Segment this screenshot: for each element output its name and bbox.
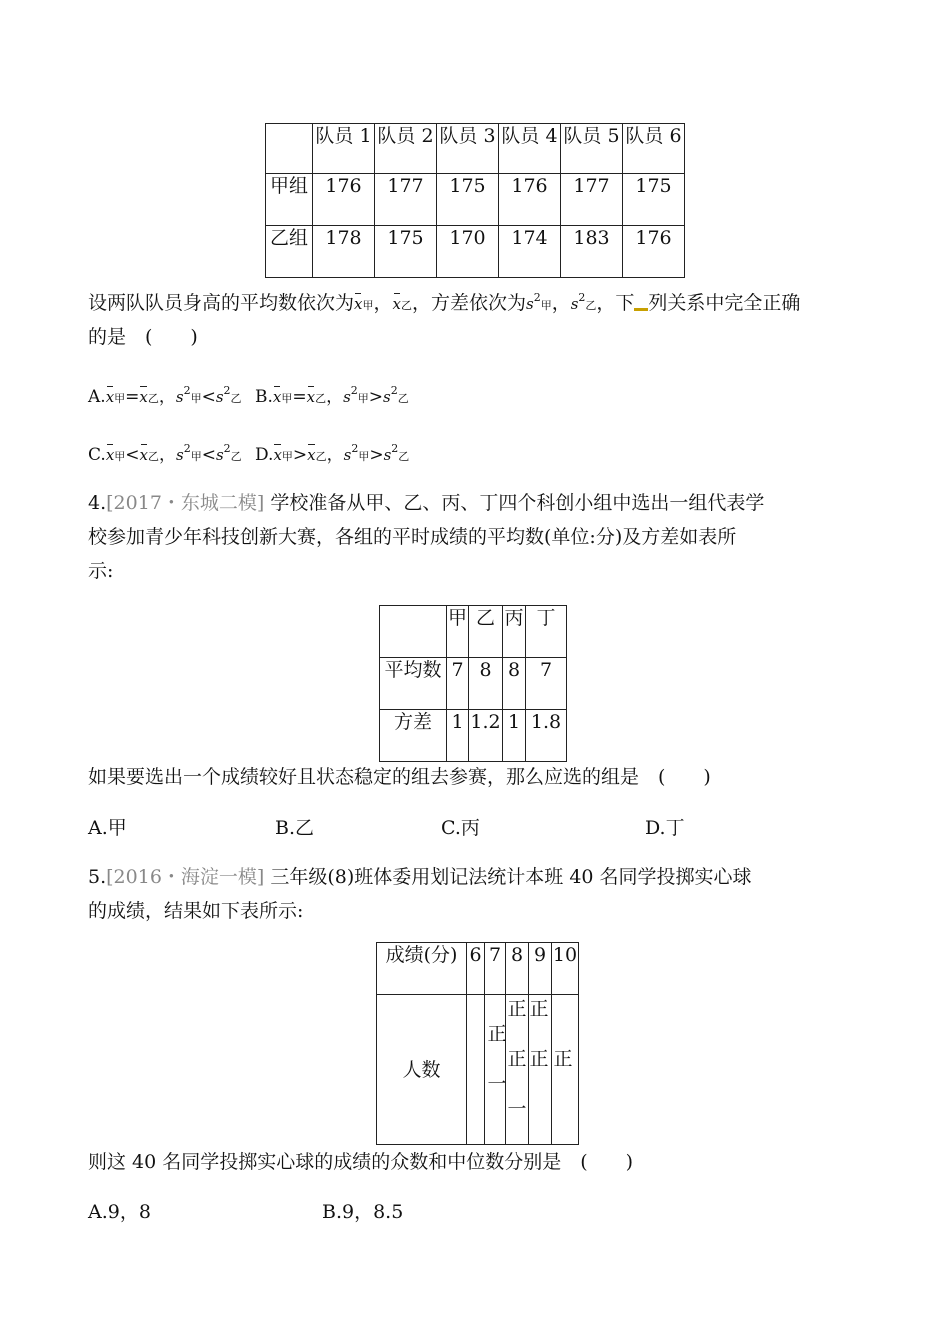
tally-mark: 正 xyxy=(553,1048,573,1070)
table-cell: 177 xyxy=(561,174,623,226)
mean-symbol: x xyxy=(392,295,401,313)
tally-mark: 正 xyxy=(487,1023,507,1045)
table-row xyxy=(380,710,567,762)
question-source: [2016・海淀一模] xyxy=(106,866,265,888)
q5-option-b: B.9，8.5 xyxy=(322,1201,404,1223)
table-row-label: 甲组 xyxy=(266,174,313,226)
table-header-cell: 队员 2 xyxy=(375,124,437,174)
table-header-cell: 9 xyxy=(529,943,552,995)
table-header-cell: 7 xyxy=(485,943,506,995)
group-score-table xyxy=(379,605,567,762)
table-row-label: 平均数 xyxy=(380,658,447,710)
table-cell: 8 xyxy=(503,658,526,710)
variance-symbol: s xyxy=(525,295,534,313)
question-source: [2017・东城二模] xyxy=(106,492,265,514)
q3-option-d: D.x甲>x乙，$s^2$甲$>s^2$乙 xyxy=(255,442,410,465)
q5-option-a: A.9，8 xyxy=(88,1201,151,1223)
table-row xyxy=(266,174,685,226)
tally-table xyxy=(376,942,579,1145)
table-cell: 174 xyxy=(499,226,561,278)
tally-mark: 正 xyxy=(529,998,549,1020)
table-cell: 183 xyxy=(561,226,623,278)
mean-symbol: x xyxy=(354,295,363,313)
table-row-label: 方差 xyxy=(380,710,447,762)
q5-line1: 5.[2016・海淀一模] 三年级(8)班体委用划记法统计本班 40 名同学投掷实心球 xyxy=(88,866,752,888)
q4-line3: 示: xyxy=(88,560,114,582)
q5-question: 则这 40 名同学投掷实心球的成绩的众数和中位数分别是 ( ) xyxy=(88,1151,634,1173)
table-cell: 1.2 xyxy=(469,710,503,762)
table-cell: 7 xyxy=(526,658,567,710)
q3-option-a: A.x甲=x乙，$s^2$甲$<s^2$乙 xyxy=(88,384,242,407)
table-cell: 176 xyxy=(313,174,375,226)
table-header-cell xyxy=(380,606,447,658)
height-table xyxy=(265,123,685,278)
q3-option-c: C.x甲<x乙，$s^2$甲$<s^2$乙 xyxy=(88,442,242,465)
table-header-cell xyxy=(266,124,313,174)
table-header-cell: 队员 4 xyxy=(499,124,561,174)
table-cell: 175 xyxy=(375,226,437,278)
tally-cell xyxy=(485,995,506,1145)
table-row xyxy=(266,226,685,278)
table-header-cell: 队员 6 xyxy=(623,124,685,174)
table-row xyxy=(380,658,567,710)
table-cell: 177 xyxy=(375,174,437,226)
tally-mark: 正 xyxy=(507,998,527,1020)
q4-option-d: D.丁 xyxy=(645,817,685,839)
q5-line2: 的成绩，结果如下表所示: xyxy=(88,900,304,922)
table-header-cell: 丁 xyxy=(526,606,567,658)
table-header-cell: 队员 1 xyxy=(313,124,375,174)
table-header-cell: 6 xyxy=(467,943,485,995)
table-cell: 176 xyxy=(623,226,685,278)
tally-mark: 一 xyxy=(487,1073,507,1095)
table-header-cell: 队员 5 xyxy=(561,124,623,174)
q3-stem: 设两队队员身高的平均数依次为x甲，x乙，方差依次为$s^2$甲，$s^2$乙，下 列关系中完全正确 xyxy=(88,291,801,314)
q4-option-c: C.丙 xyxy=(441,817,480,839)
table-cell: 7 xyxy=(447,658,469,710)
table-header-cell: 成绩(分) xyxy=(377,943,467,995)
table-header-cell: 丙 xyxy=(503,606,526,658)
table-row-label: 乙组 xyxy=(266,226,313,278)
q4-option-a: A.甲 xyxy=(88,817,127,839)
table-header-cell: 甲 xyxy=(447,606,469,658)
table-cell: 178 xyxy=(313,226,375,278)
q4-line1: 4.[2017・东城二模] 学校准备从甲、乙、丙、丁四个科创小组中选出一组代表学 xyxy=(88,492,765,514)
q4-question: 如果要选出一个成绩较好且状态稳定的组去参赛，那么应选的组是 ( ) xyxy=(88,766,711,788)
tally-mark: 正 xyxy=(529,1048,549,1070)
q3-stem-line2: 的是 ( ) xyxy=(88,326,198,348)
q4-line2: 校参加青少年科技创新大赛，各组的平时成绩的平均数(单位:分)及方差如表所 xyxy=(88,526,737,548)
table-header-cell: 10 xyxy=(552,943,579,995)
table-header-cell: 8 xyxy=(506,943,529,995)
table-cell: 1 xyxy=(503,710,526,762)
answer-blank xyxy=(634,294,648,311)
table-cell: 1.8 xyxy=(526,710,567,762)
table-header-cell: 队员 3 xyxy=(437,124,499,174)
q4-option-b: B.乙 xyxy=(275,817,315,839)
tally-cell xyxy=(467,995,485,1145)
q3-option-b: B.x甲=x乙，$s^2$甲$>s^2$乙 xyxy=(255,384,409,407)
table-cell: 8 xyxy=(469,658,503,710)
table-cell: 175 xyxy=(623,174,685,226)
tally-mark: 一 xyxy=(507,1098,527,1120)
variance-symbol: s xyxy=(570,295,579,313)
table-header-cell: 乙 xyxy=(469,606,503,658)
question-number: 4. xyxy=(88,492,107,514)
table-cell: 175 xyxy=(437,174,499,226)
question-number: 5. xyxy=(88,866,107,888)
table-cell: 176 xyxy=(499,174,561,226)
table-cell: 1 xyxy=(447,710,469,762)
tally-mark: 正 xyxy=(507,1048,527,1070)
table-cell: 170 xyxy=(437,226,499,278)
table-row-label: 人数 xyxy=(377,995,467,1145)
